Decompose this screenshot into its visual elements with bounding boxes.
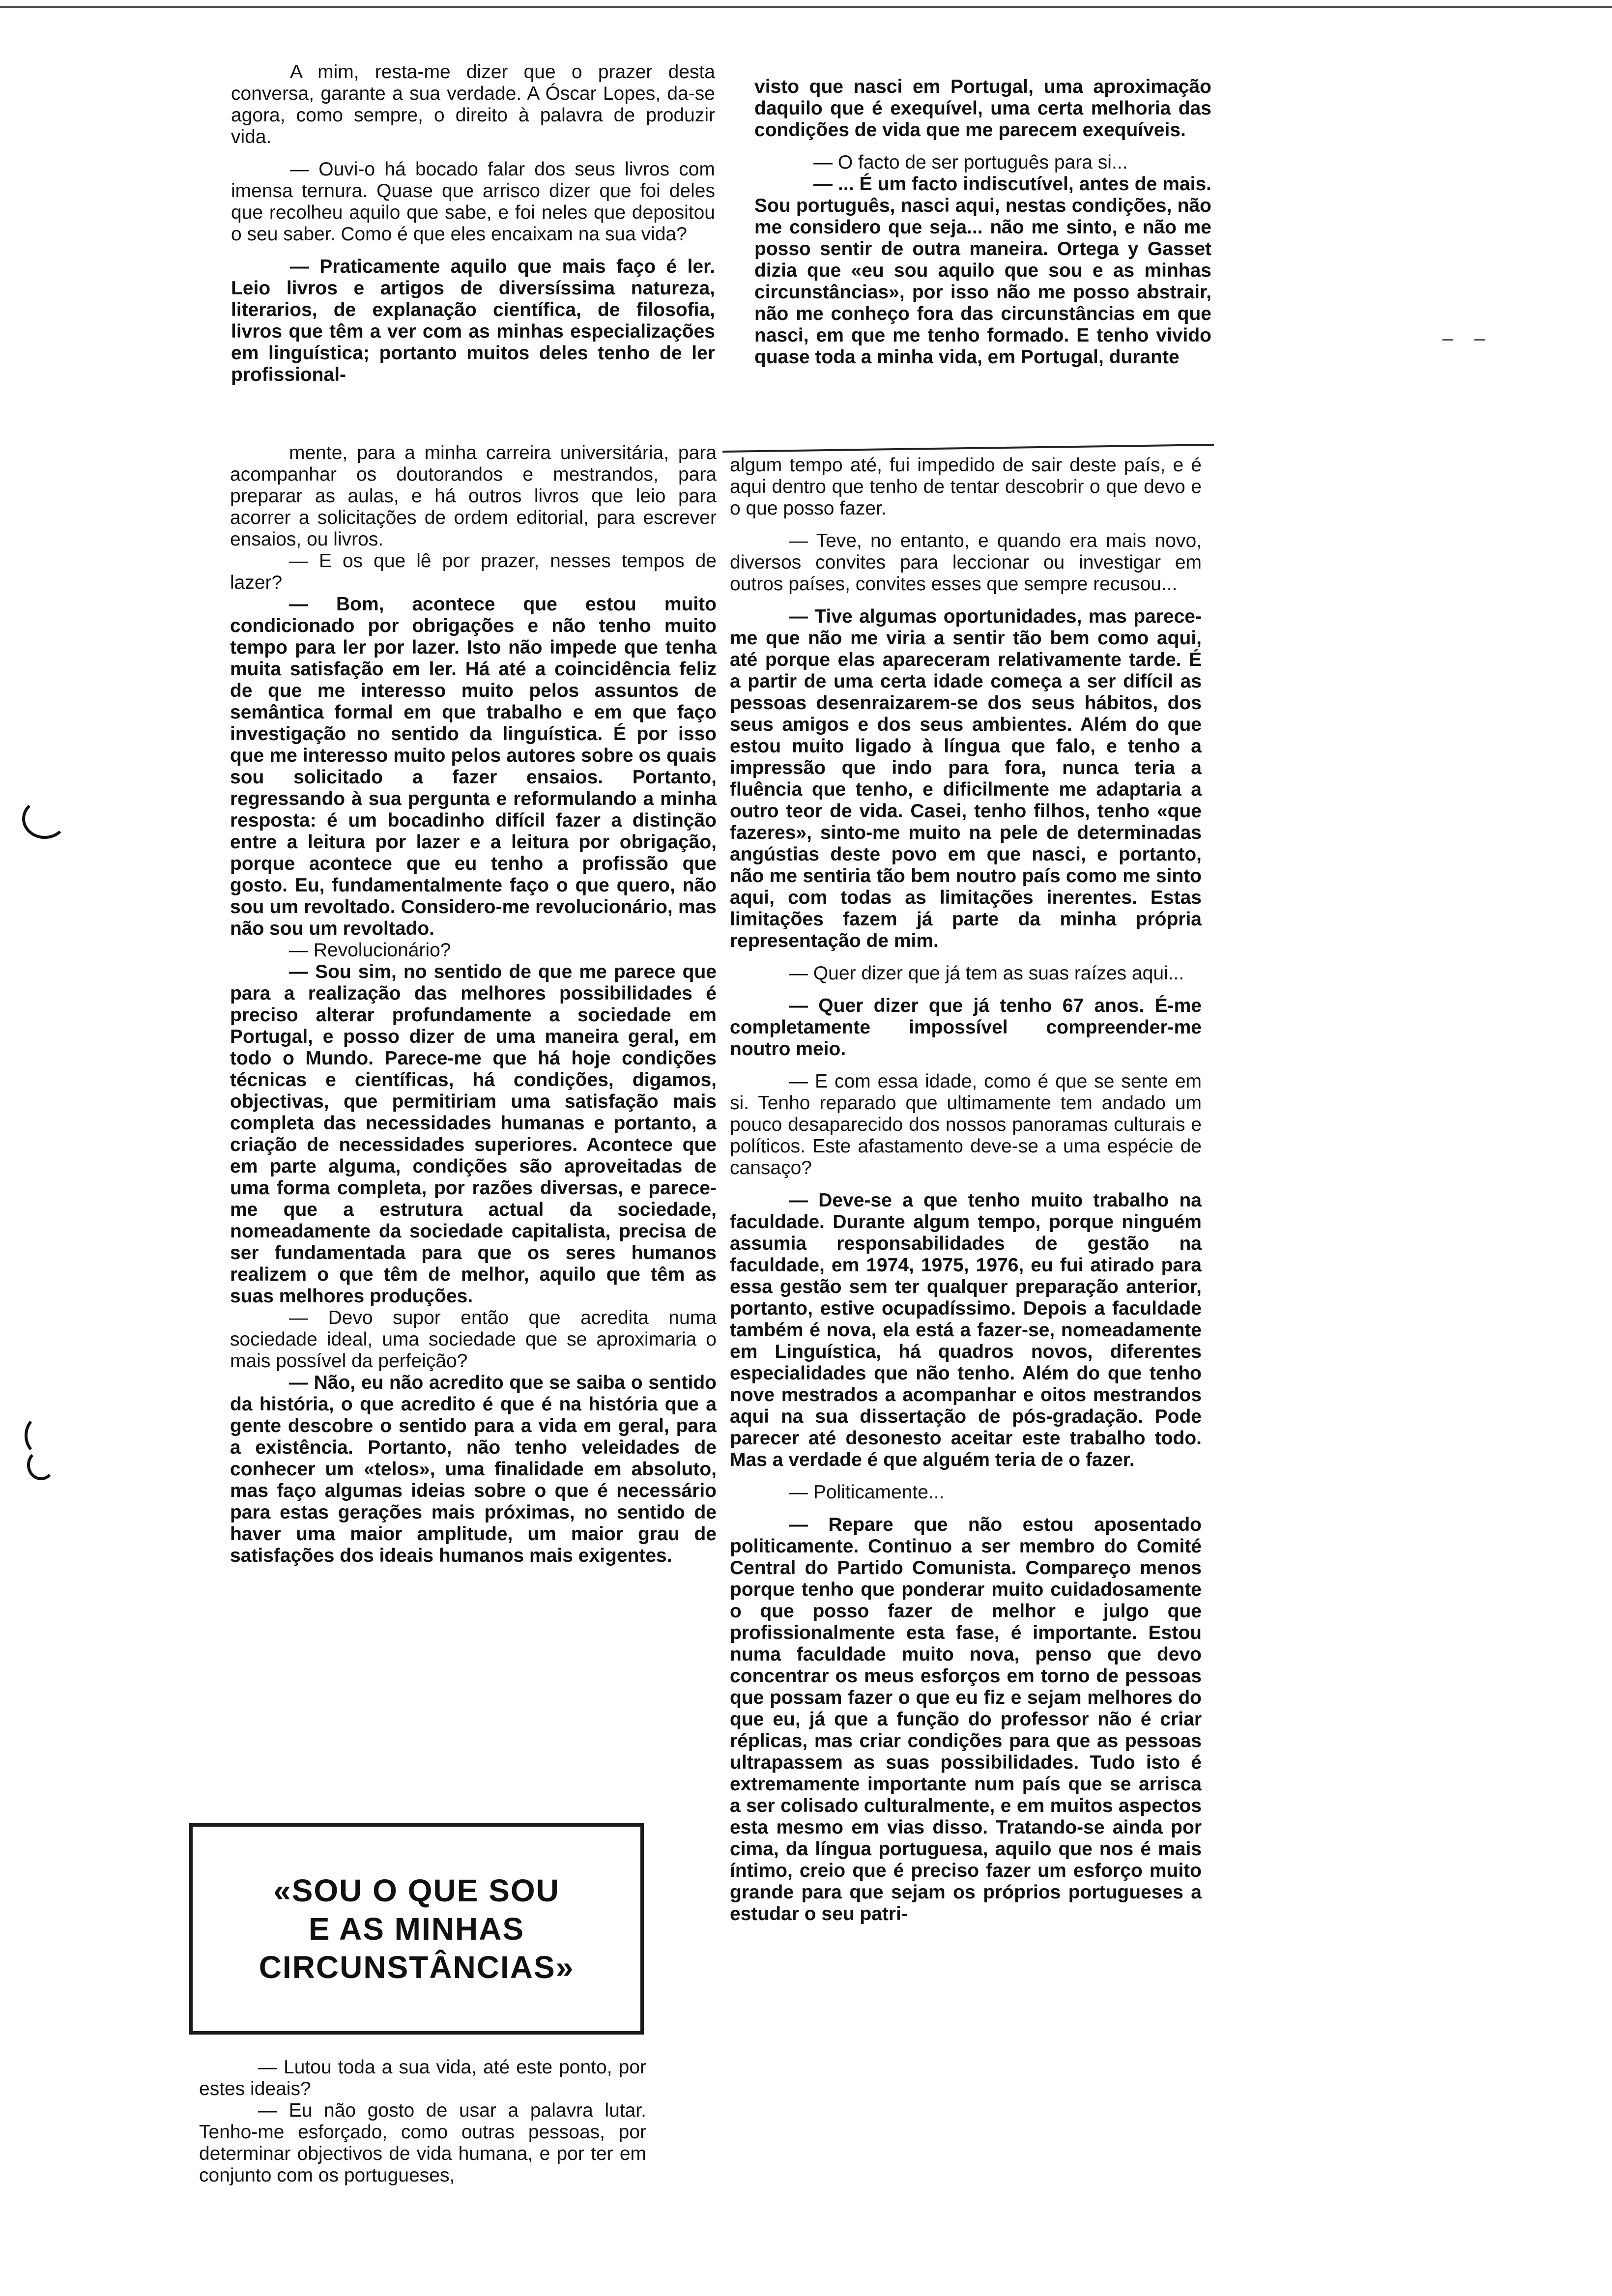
question: — Lutou toda a sua vida, até este ponto, por estes ideais? [199, 2057, 646, 2099]
question: — Teve, no entanto, e quando era mais novo, diversos convites para leccionar ou investigar em outros países, convites esses que sempre recusou... [730, 530, 1202, 595]
answer: — Deve-se a que tenho muito trabalho na faculdade. Durante algum tempo, porque ninguém assumia responsabilidades de gestão na faculdade, em 1974, 1975, 1976, eu fui atirado para essa gestão sem ter qualquer preparação anterior, portanto, estive ocupadíssimo. Depois a faculdade também é nova, ela está a fazer-se, nomeadamente em Linguística, há quadros novos, diferentes especialidades que não tenho. Além do que tenho nove mestrados a acompanhar e oitos mestrandos aqui na sua dissertação de pós-gradação. Pode parecer até desonesto aceitar este trabalho todo. Mas a verdade é que alguém teria de o fazer. [730, 1190, 1202, 1470]
answer: — Eu não gosto de usar a palavra lutar. Tenho-me esforçado, como outras pessoas, por determinar objectivos de vida humana, e por ter em conjunto com os portugueses, [199, 2100, 646, 2186]
question: — Ouvi-o há bocado falar dos seus livros com imensa ternura. Quase que arrisco dizer que foi deles que recolheu aquilo que sabe, e foi neles que depositou o seu saber. Como é que eles encaixam na sua vida? [231, 159, 715, 245]
scan-dash [1474, 339, 1485, 341]
column-divider-rule [722, 444, 1214, 453]
question: — E com essa idade, como é que se sente em si. Tenho reparado que ultimamente tem andado um pouco desaparecido dos nossos panoramas culturais e políticos. Este afastamento deve-se a uma espécie de cansaço? [730, 1071, 1202, 1178]
column-1-body [230, 442, 717, 1567]
answer: algum tempo até, fui impedido de sair deste país, e é aqui dentro que tenho de tentar descobrir o que devo e o que posso fazer. [730, 455, 1202, 519]
question: — O facto de ser português para si... [813, 152, 1128, 173]
answer: — Bom, acontece que estou muito condicionado por obrigações e não tenho muito tempo para ler por lazer. Isto não impede que tenha muita satisfação em ler. Há até a coincidência feliz de que me interesso muito pelos assuntos de semântica formal em que trabalho e em que faço investigação no sentido da linguística. É por isso que me interesso muito pelos autores sobre os quais sou solicitado a fazer ensaios. Portanto, regressando à sua pergunta e reformulando a minha resposta: é um bocadinho difícil fazer a distinção entre a leitura por lazer e a leitura por obrigação, porque acontece que eu tenho a profissão que gosto. Eu, fundamentalmente faço o que quero, não sou um revoltado. Considero-me revolucionário, mas não sou um revoltado. [230, 594, 717, 939]
top-rule [0, 6, 1612, 8]
column-1-bottom [199, 2057, 646, 2186]
answer: visto que nasci em Portugal, uma aproximação daquilo que é exequível, uma certa melhoria das condições de vida que me parecem exequíveis. [754, 76, 1211, 141]
answer: — ... É um facto indiscutível, antes de mais. Sou português, nasci aqui, nestas condições, não me considero que seja... não me sinto, e não me posso sentir de outra maneira. Ortega y Gasset dizia que «eu sou aquilo que sou e as minhas circunstâncias», por isso não me posso abstrair, não me conheço fora das circunstâncias em que nasci, em que me tenho formado. E tenho vivido quase toda a minha vida, em Portugal, durante [754, 173, 1211, 368]
question: — Quer dizer que já tem as suas raízes aqui... [789, 963, 1184, 984]
scan-mark [27, 1450, 55, 1480]
pull-quote-box [189, 1823, 644, 2035]
answer: — Quer dizer que já tenho 67 anos. É-me completamente impossível compreender-me noutro meio. [730, 995, 1202, 1060]
answer: — Praticamente aquilo que mais faço é ler. Leio livros e artigos de diversíssima natureza, literarios, de explanação científica, de filosofia, livros que têm a ver com as minhas especializações em linguística; portanto muitos deles tenho de ler profissional- [231, 256, 715, 385]
question: — Devo supor então que acredita numa sociedade ideal, uma sociedade que se aproximaria o mais possível da perfeição? [230, 1307, 717, 1372]
answer: — Não, eu não acredito que se saiba o sentido da história, o que acredito é que é na história que a gente descobre o sentido para a vida em geral, para a existência. Portanto, não tenho veleidades de conhecer um «telos», uma finalidade em absoluto, mas faço algumas ideias sobre o que é necessário para estas gerações mais próximas, no sentido de haver uma maior amplitude, um maior grau de satisfações dos ideais humanos mais exigentes. [230, 1372, 717, 1566]
answer: mente, para a minha carreira universitária, para acompanhar os doutorandos e mestrandos, para preparar as aulas, e há outros livros que leio para acorrer a solicitações de ordem editorial, para escrever ensaios, ou livros. [230, 442, 717, 550]
column-2-body [730, 455, 1202, 1925]
answer: — Repare que não estou aposentado politicamente. Continuo a ser membro do Comité Central do Partido Comunista. Compareço menos porque tenho que ponderar muito cuidadosamente o que posso fazer de melhor e julgo que profissionalmente esta fase, é importante. Estou numa faculdade muito nova, penso que devo concentrar os meus esforços em torno de pessoas que possam fazer o que eu fiz e sejam melhores do que eu, já que a função do professor não é criar réplicas, mas criar condições para que as pessoas ultrapassem as suas possibilidades. Tudo isto é extremamente importante num país que se arrisca a ser colisado culturalmente, e em muitos aspectos esta mesmo em vias disso. Tratando-se ainda por cima, da língua portuguesa, aquilo que nos é mais íntimo, creio que é preciso fazer um esforço muito grande para que sejam os próprios portugueses a estudar o seu patri- [730, 1514, 1202, 1924]
scan-dash [1442, 339, 1453, 341]
answer: — Tive algumas oportunidades, mas parece-me que não me viria a sentir tão bem como aqui, até porque elas apareceram relativamente tarde. É a partir de uma certa idade começa a ser difícil as pessoas desenraizarem-se dos seus hábitos, dos seus amigos e dos seus ambientes. Além do que estou muito ligado à língua que falo, e tenho a impressão que indo para fora, nunca teria a fluência que tenho, e dificilmente me adaptaria a outro teor de vida. Casei, tenho filhos, tenho «que fazeres», sinto-me muito na pele de determinadas angústias deste povo em que nasci, e portanto, não me sentiria tão bem noutro país como me sinto aqui, com todas as limitações inerentes. Estas limitações fazem já parte da minha própria representação de mim. [730, 606, 1202, 951]
pull-quote-text: «SOU O QUE SOU E AS MINHAS CIRCUNSTÂNCIAS» [259, 1873, 575, 1985]
question: — Revolucionário? [289, 940, 451, 961]
answer: — Sou sim, no sentido de que me parece que para a realização das melhores possibilidades é preciso alterar profundamente a sociedade em Portugal, e posso dizer de uma maneira geral, em todo o Mundo. Parece-me que há hoje condições técnicas e científicas, há condições, digamos, objectivas, que permitiriam uma satisfação mais completa das necessidades humanas e portanto, a criação de necessidades superiores. Acontece que em parte alguma, condições são aproveitadas de uma forma completa, por razões diversas, e parece-me que a estrutura actual da sociedade, nomeadamente da sociedade capitalista, precisa de ser fundamentada para que os seres humanos realizem o que têm de melhor, aquilo que têm as suas melhores produções. [230, 961, 717, 1307]
paragraph: A mim, resta-me dizer que o prazer desta conversa, garante a sua verdade. A Óscar Lopes, da-se agora, como sempre, o direito à palavra de produzir vida. [231, 61, 715, 147]
question: — E os que lê por prazer, nesses tempos de lazer? [230, 550, 717, 593]
question: — Politicamente... [789, 1482, 945, 1503]
column-2-top [754, 76, 1211, 368]
column-1-top [231, 61, 715, 386]
scan-mark [22, 799, 67, 839]
